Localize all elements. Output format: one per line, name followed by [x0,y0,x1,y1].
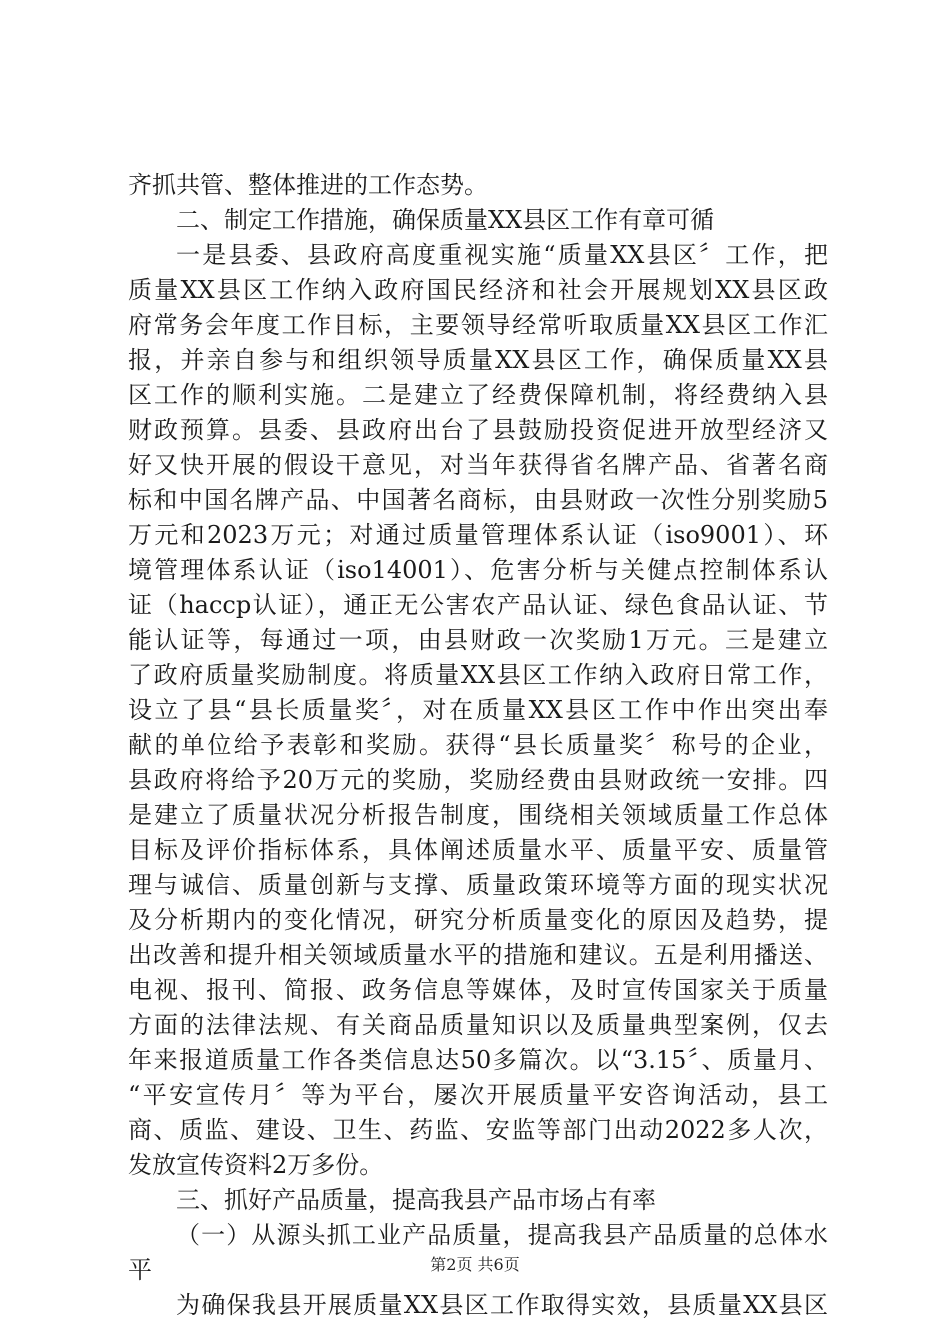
text-line: 县政府将给予20万元的奖励，奖励经费由县财政统一安排。四 [128,766,828,794]
text-line: 目标及评价指标体系，具体阐述质量水平、质量平安、质量管 [128,836,828,864]
text-line: 好又快开展的假设干意见，对当年获得省名牌产品、省著名商 [128,451,828,479]
text-line: 证（haccp认证），通正无公害农产品认证、绿色食品认证、节 [128,591,828,619]
text-line: 及分析期内的变化情况，研究分析质量变化的原因及趋势，提 [128,906,828,934]
section-heading: 二、制定工作措施，确保质量XX县区工作有章可循 [176,206,715,234]
text-line: 区工作的顺利实施。二是建立了经费保障机制，将经费纳入县 [128,381,828,409]
text-line: 报，并亲自参与和组织领导质量XX县区工作，确保质量XX县 [128,346,828,374]
text-line: 理与诚信、质量创新与支撑、质量政策环境等方面的现实状况 [128,871,828,899]
text-line: 出改善和提升相关领域质量水平的措施和建议。五是利用播送、 [128,941,828,969]
text-line: 平 [128,1256,152,1284]
text-line: 设立了县“县长质量奖〞，对在质量XX县区工作中作出突出奉 [128,696,828,724]
text-line: 一是县委、县政府高度重视实施“质量XX县区〞工作，把 [176,241,828,269]
document-body [128,168,828,1323]
subsection-heading: （一）从源头抓工业产品质量，提高我县产品质量的总体水 [176,1221,828,1249]
text-line: “平安宣传月〞等为平台，屡次开展质量平安咨询活动，县工 [128,1081,828,1109]
text-line: 万元和2023万元；对通过质量管理体系认证（iso9001）、环 [128,521,828,549]
text-line: 境管理体系认证（iso14001）、危害分析与关健点控制体系认 [128,556,828,584]
text-line: 是建立了质量状况分析报告制度，围绕相关领域质量工作总体 [128,801,828,829]
text-line: 标和中国名牌产品、中国著名商标，由县财政一次性分别奖励5 [128,486,828,514]
text-line: 为确保我县开展质量XX县区工作取得实效，县质量XX县区 [176,1291,828,1319]
text-line: 了政府质量奖励制度。将质量XX县区工作纳入政府日常工作， [128,661,828,689]
text-line: 能认证等，每通过一项，由县财政一次奖励1万元。三是建立 [128,626,828,654]
text-line: 电视、报刊、简报、政务信息等媒体，及时宣传国家关于质量 [128,976,828,1004]
text-line: 发放宣传资料2万多份。 [128,1151,384,1179]
text-line: 齐抓共管、整体推进的工作态势。 [128,171,488,199]
text-line: 方面的法律法规、有关商品质量知识以及质量典型案例，仅去 [128,1011,828,1039]
text-line: 商、质监、建设、卫生、药监、安监等部门出动2022多人次， [128,1116,828,1144]
text-line: 年来报道质量工作各类信息达50多篇次。以“3.15〞、质量月、 [128,1046,828,1074]
text-line: 府常务会年度工作目标，主要领导经常听取质量XX县区工作汇 [128,311,828,339]
text-line: 献的单位给予表彰和奖励。获得“县长质量奖〞称号的企业， [128,731,828,759]
text-line: 质量XX县区工作纳入政府国民经济和社会开展规划XX县区政 [128,276,828,304]
page-footer: 第2页 共6页 [430,1255,520,1274]
section-heading: 三、抓好产品质量，提高我县产品市场占有率 [176,1186,656,1214]
text-line: 财政预算。县委、县政府出台了县鼓励投资促进开放型经济又 [128,416,828,444]
